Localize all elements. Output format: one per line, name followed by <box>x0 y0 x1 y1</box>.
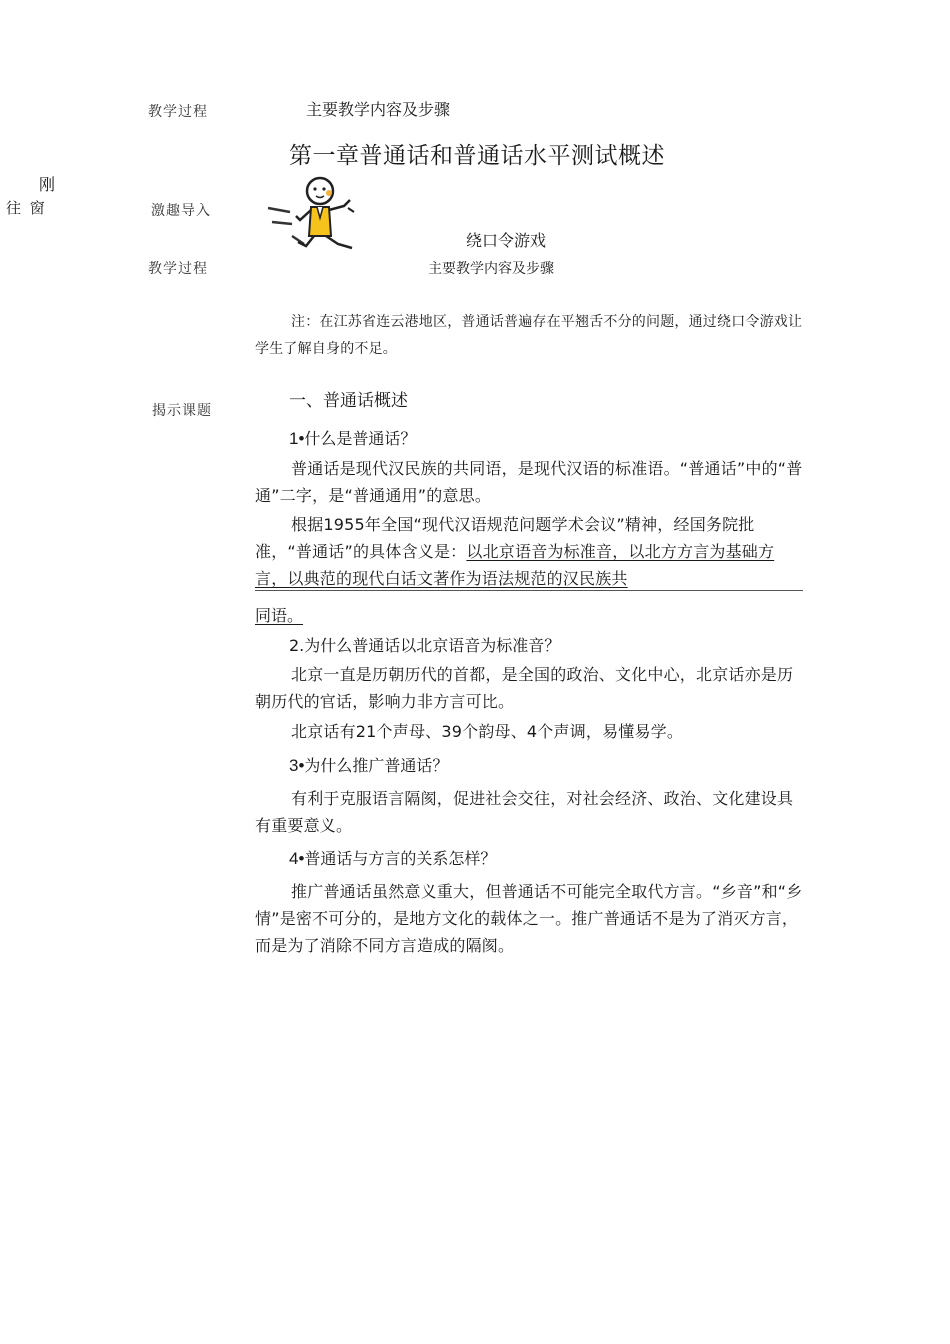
header-center-label: 主要教学内容及步骤 <box>306 100 451 119</box>
margin-note-2: 往 窗 <box>6 199 47 217</box>
question-1: 1•什么是普通话？ <box>289 429 417 448</box>
section-heading: 一、普通话概述 <box>289 391 408 411</box>
note-paragraph: 注：在江苏省连云港地区，普通话普遍存在平翘舌不分的问题，通过绕口令游戏让学生了解自身的不足。 <box>255 314 803 357</box>
paragraph-5: 有利于克服语言隔阂，促进社会交往，对社会经济、政治、文化建设具有重要意义。 <box>255 789 794 835</box>
side-label-process-2: 教学过程 <box>148 261 208 277</box>
paragraph-4: 北京话有21个声母、39个韵母、4个声调，易懂易学。 <box>291 722 684 741</box>
game-label: 绕口令游戏 <box>466 231 547 250</box>
paragraph-1: 普通话是现代汉民族的共同语，是现代汉语的标准语。“普通话”中的“普通”二字，是“普通通用”的意思。 <box>255 459 803 505</box>
paragraph-2-end: 同语。 <box>255 606 304 625</box>
paragraph-6: 推广普通话虽然意义重大，但普通话不可能完全取代方言。“乡音”和“乡情”是密不可分的，是地方文化的载体之一。推广普通话不是为了消灭方言，而是为了消除不同方言造成的隔阂。 <box>255 882 803 955</box>
question-2: 2.为什么普通话以北京语音为标准音？ <box>289 636 561 655</box>
question-3: 3•为什么推广普通话？ <box>289 756 449 775</box>
side-label-intro: 激趣导入 <box>151 203 211 219</box>
paragraph-3: 北京一直是历朝历代的首都，是全国的政治、文化中心，北京话亦是历朝历代的官话，影响力非方言可比。 <box>255 665 794 711</box>
side-label-reveal: 揭示课题 <box>152 403 212 419</box>
paragraph-2: 根据1955年全国“现代汉语规范问题学术会议”精神，经国务院批准，“普通话”的具体含义是：以北京语音为标准音，以北方方言为基础方言，以典范的现代白话文著作为语法规范的汉民族共 <box>255 515 775 588</box>
underline-rule <box>255 590 803 591</box>
margin-note-1: 刚 <box>39 175 56 194</box>
center-label-2: 主要教学内容及步骤 <box>428 261 554 277</box>
paragraph-6-clip <box>0 878 950 956</box>
header-left-label: 教学过程 <box>148 104 208 120</box>
running-cartoon-illustration <box>262 174 364 254</box>
page-title: 第一章普通话和普通话水平测试概述 <box>289 143 665 169</box>
question-4: 4•普通话与方言的关系怎样？ <box>289 849 497 868</box>
